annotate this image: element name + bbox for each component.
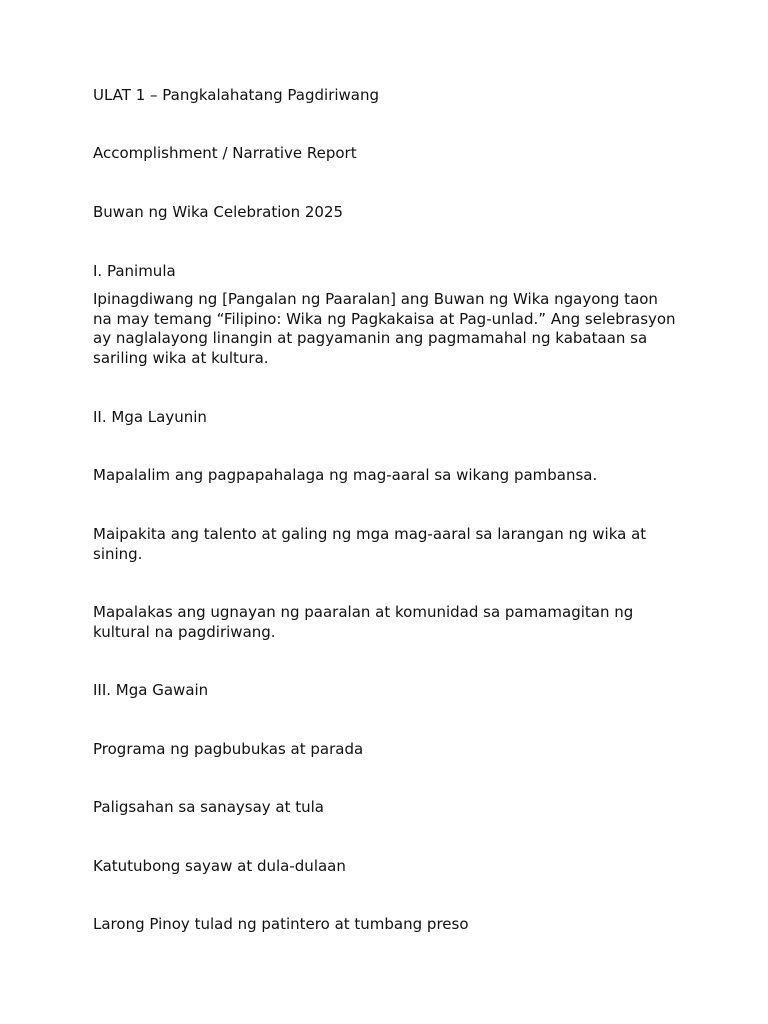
gawain-item: Programa ng pagbubukas at parada <box>93 740 364 758</box>
section-heading-gawain: III. Mga Gawain <box>93 681 209 699</box>
gawain-item: Larong Pinoy tulad ng patintero at tumbang preso <box>93 915 469 933</box>
event-name: Buwan ng Wika Celebration 2025 <box>93 203 344 221</box>
gawain-item: Katutubong sayaw at dula-dulaan <box>93 857 346 875</box>
document-title: ULAT 1 – Pangkalahatang Pagdiriwang <box>93 86 380 104</box>
section-heading-layunin: II. Mga Layunin <box>93 408 207 426</box>
gawain-item: Paligsahan sa sanaysay at tula <box>93 798 324 816</box>
section-heading-panimula: I. Panimula <box>93 262 176 280</box>
layunin-item: Maipakita ang talento at galing ng mga mag-aaral sa larangan ng wika at sining. <box>93 525 647 563</box>
report-type: Accomplishment / Narrative Report <box>93 144 357 162</box>
layunin-item: Mapalakas ang ugnayan ng paaralan at komunidad sa pamamagitan ng kultural na pagdiriwang. <box>93 603 634 641</box>
panimula-paragraph: Ipinagdiwang ng [Pangalan ng Paaralan] ang Buwan ng Wika ngayong taon na may temang “Filipino: Wika ng Pagkakaisa at Pag-unlad.” Ang selebrasyon ay naglalayong linangin at pagyamanin ang pagmamahal ng kabataan sa sariling wika at kultura. <box>93 290 676 367</box>
layunin-item: Mapalalim ang pagpapahalaga ng mag-aaral sa wikang pambansa. <box>93 466 598 484</box>
